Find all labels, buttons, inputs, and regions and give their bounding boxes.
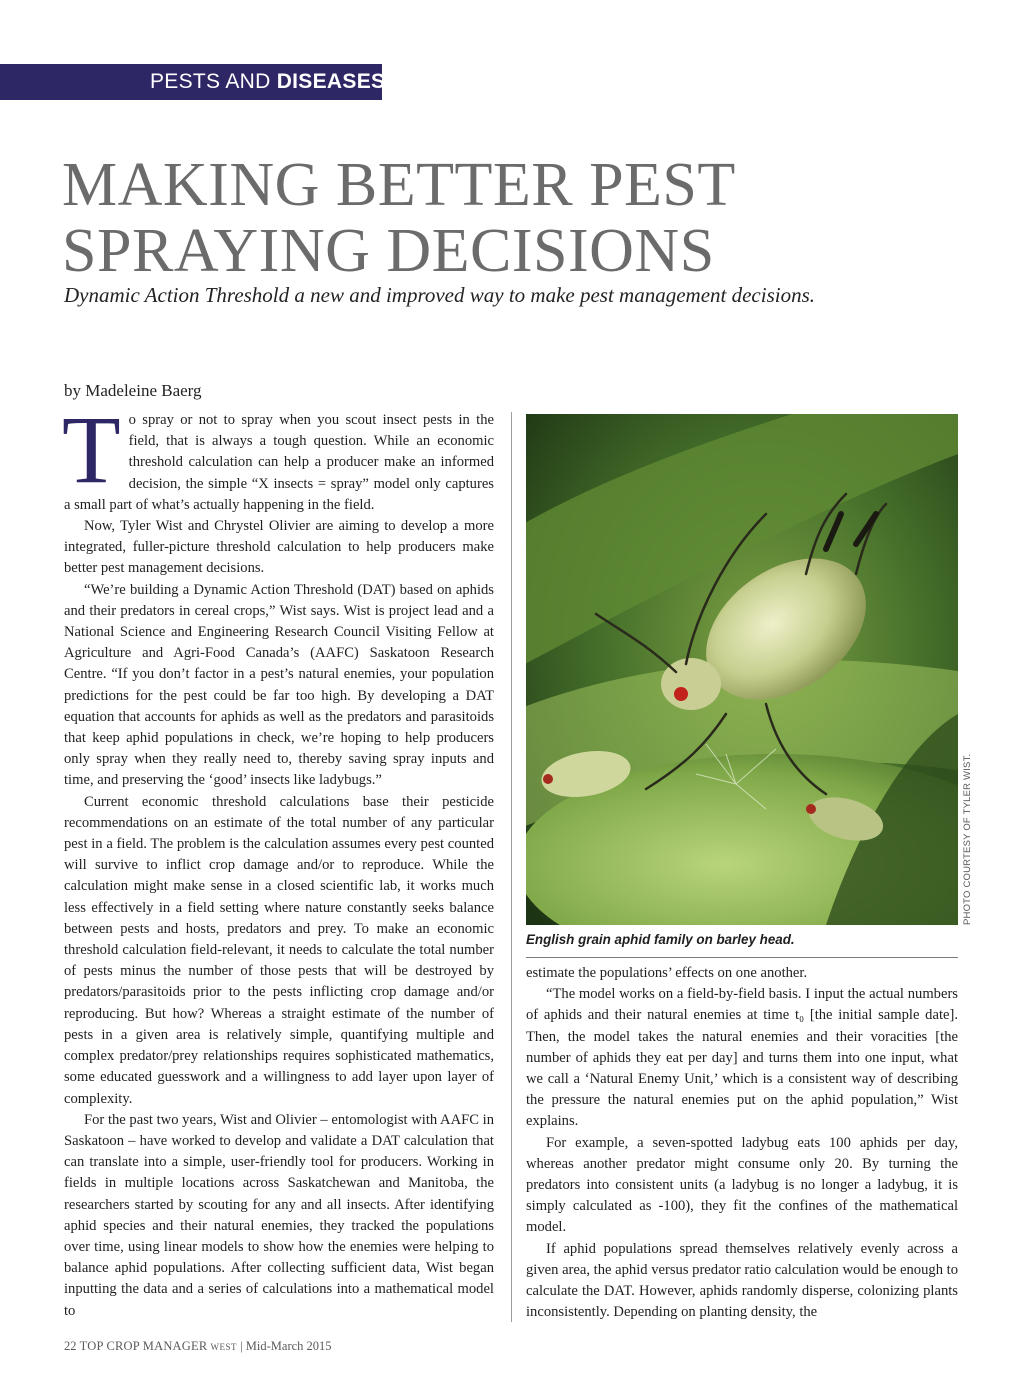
caption-rule: [526, 957, 958, 958]
article-title: [62, 152, 962, 284]
byline: by Madeleine Baerg: [64, 381, 202, 400]
section-label-light: PESTS AND: [150, 70, 277, 93]
drop-cap: T: [62, 396, 121, 503]
paragraph-text: o spray or not to spray when you scout insect pests in the field, that is always a tough question. While an economic threshold calculation can help a producer make an informed decision, the simple “X insects = spray” model only captures a small part of what’s actually happening in the field.: [64, 412, 494, 513]
paragraph: “We’re building a Dynamic Action Threshold (DAT) based on aphids and their predators in cereal crops,” Wist says. Wist is project lead and a National Science and Engineering Research Council Visiting Fellow at Agriculture and Agri-Food Canada’s (AAFC) Saskatoon Research Centre. “If you don’t factor in a pest’s natural enemies, your population predictions for the pest could be far too high. By developing a DAT equation that accounts for aphids as well as the predators and parasitoids that keep aphid populations in check, we’re hoping to help producers only spray when they really need to, thereby saving spray inputs and time, and preserving the ‘good’ insects like ladybugs.”: [64, 581, 494, 789]
paragraph: If aphid populations spread themselves relatively evenly across a given area, the aphid versus predator ratio calculation would be enough to calculate the DAT. However, aphids randomly disperse, colonizing plants inconsistently. Depending on planting density, the: [526, 1240, 958, 1321]
left-column: [62, 396, 494, 1322]
article-title-line-2: SPRAYING DECISIONS: [62, 217, 715, 285]
publication-name: TOP CROP MANAGER: [79, 1339, 208, 1353]
paragraph: estimate the populations’ effects on one another.: [526, 965, 808, 981]
issue-date: Mid-March 2015: [245, 1339, 332, 1353]
paragraph: For the past two years, Wist and Olivier – entomologist with AAFC in Saskatoon – have worked to develop and validate a DAT calculation that can translate into a simple, user-friendly tool for producers. Working in fields in multiple locations across Saskatchewan and Manitoba, the researchers started by scouting for any and all insects. After identifying aphid species and their natural enemies, they tracked the populations over time, using linear models to show how the enemies were helping to balance aphid populations. After collecting sufficient data, Wist began inputting the data and a series of calculations into a mathematical model to: [64, 1111, 494, 1319]
publication-edition: WEST: [210, 1342, 238, 1352]
section-banner: [0, 64, 386, 100]
page-footer: [64, 1339, 332, 1354]
aphid-photo-illustration: [526, 414, 958, 925]
paragraph: Current economic threshold calculations base their pesticide recommendations on an estimate of the total number of any particular pest in a field. The problem is the calculation assumes every pest counted will survive to inflict crop damage and/or to reproduce. While the calculation might make sense in a closed scientific lab, it works much less effectively in a field setting where nature constantly seeks balance between pests and hosts, predators and prey. To make an economic threshold calculation field-relevant, it needs to calculate the total number of pests minus the number of those pests that will be destroyed by predators/parasitoids prior to the pests inflicting crop damage and/or reproducing. But how? Whereas a straight estimate of the number of pests in a given area is relatively simple, quantifying multiple and complex predator/prey relationships requires sophisticated mathematics, some educated guesswork and a willingness to add layer upon layer of complexity.: [64, 793, 494, 1107]
right-column: [526, 963, 958, 1323]
paragraph: [62, 396, 494, 516]
section-label-bold: DISEASES: [276, 70, 386, 93]
photo-credit: PHOTO COURTESY OF TYLER WIST.: [962, 753, 973, 925]
paragraph: “The model works on a field-by-field basis. I input the actual numbers of aphids and their natural enemies at time t₀ [the initial sample date]. Then, the model takes the natural enemies and their voracities [the number of aphids they eat per day] and turns them into one input, what we call a ‘Natural Enemy Unit,’ which is a consistent way of describing the pressure the natural enemies put on the aphid population,” Wist explains.: [526, 986, 958, 1130]
article-subtitle: Dynamic Action Threshold a new and improved way to make pest management decisions.: [64, 283, 816, 307]
paragraph: For example, a seven-spotted ladybug eats 100 aphids per day, whereas another predator might consume only 20. By turning the predators into consistent units (a ladybug is no longer a ladybug, it is simply calculated as -100), they fit the confines of the mathematical model.: [526, 1134, 958, 1236]
article-title-line-1: MAKING BETTER PEST: [62, 151, 736, 219]
paragraph: Now, Tyler Wist and Chrystel Olivier are aiming to develop a more integrated, fuller-picture threshold calculation to help producers make better pest management decisions.: [64, 518, 494, 577]
aphid-photo: [526, 414, 958, 925]
photo-caption: English grain aphid family on barley head.: [526, 932, 795, 947]
column-divider: [511, 412, 512, 1322]
footer-separator: |: [240, 1339, 243, 1353]
page-number: 22: [64, 1339, 77, 1353]
